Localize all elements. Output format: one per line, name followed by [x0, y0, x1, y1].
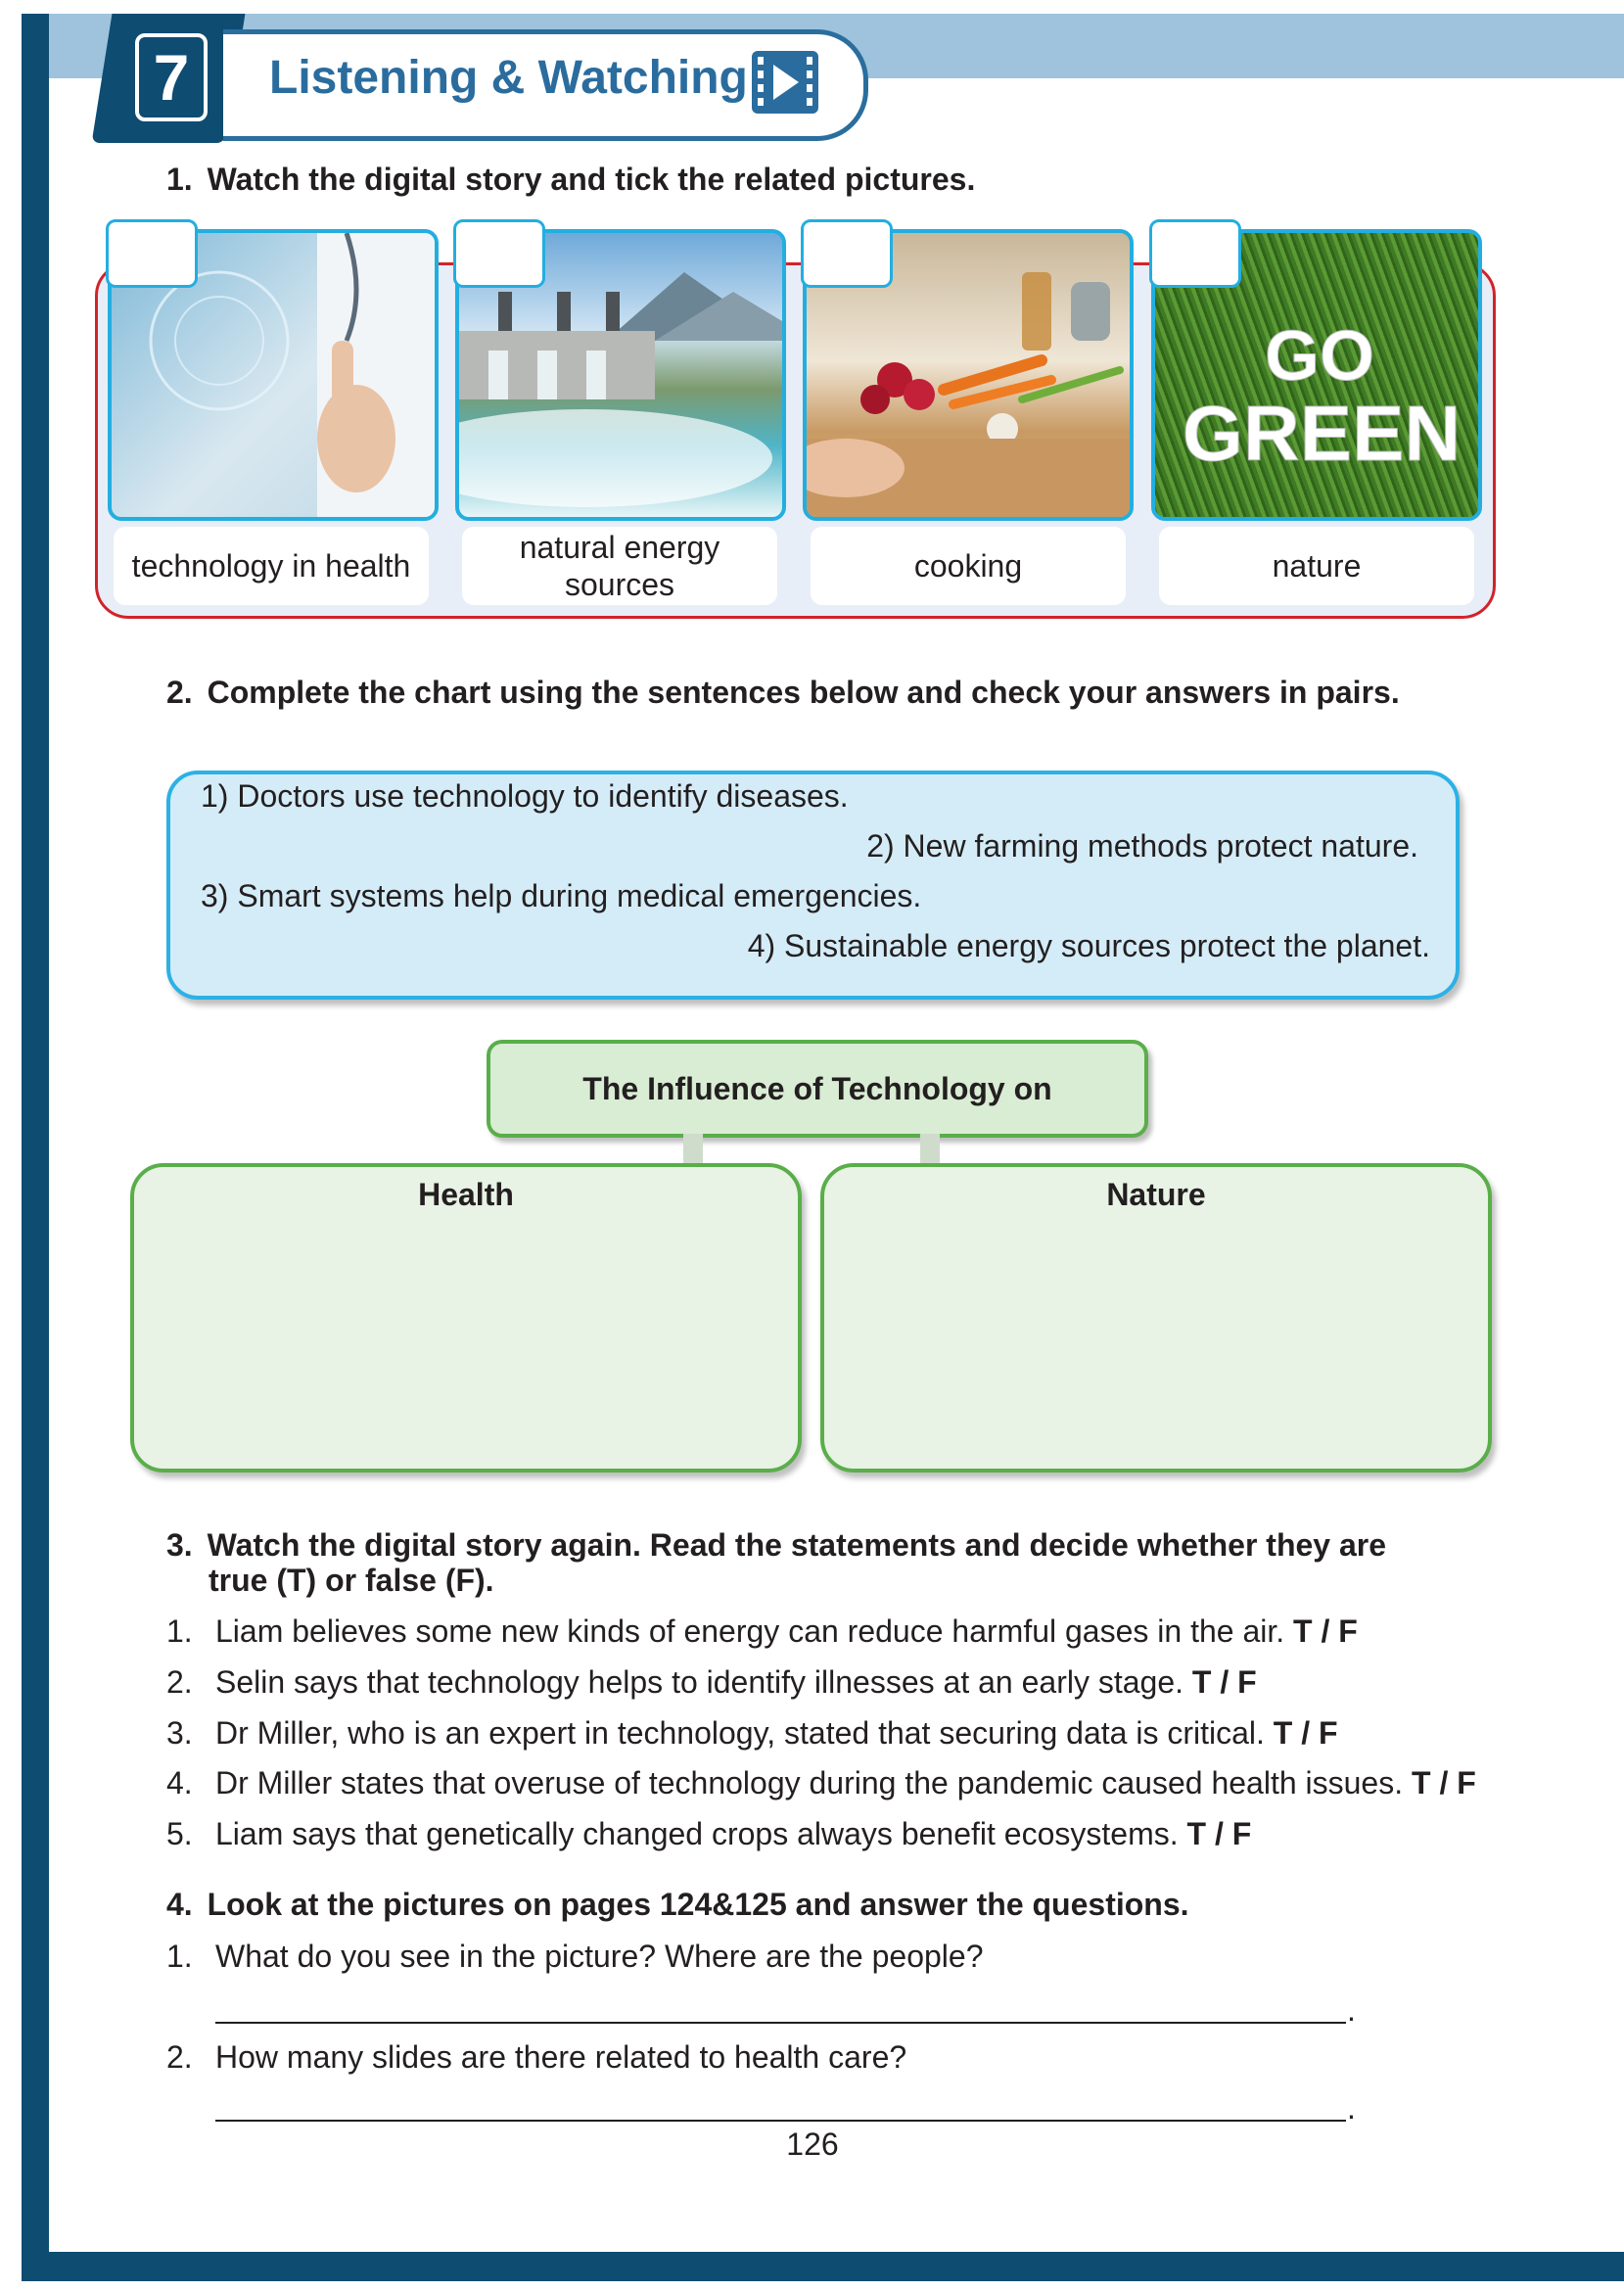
activity3-number: 3. [166, 1527, 193, 1563]
tf-choice[interactable]: T / F [1273, 1715, 1338, 1751]
statement-number: 1. [166, 1613, 193, 1649]
health-column-heading: Health [418, 1177, 514, 1212]
sentence-1: 1) Doctors use technology to identify diseases. [201, 778, 849, 814]
chart-connector-right [920, 1134, 940, 1165]
statement-3 [215, 1715, 1338, 1752]
activity2-instruction: Complete the chart using the sentences below and check your answers in pairs. [207, 675, 1400, 710]
activity2-heading [166, 675, 1400, 711]
question-number: 1. [166, 1939, 193, 1974]
statement-number: 2. [166, 1664, 193, 1700]
statement-number: 5. [166, 1816, 193, 1851]
sentence-3: 3) Smart systems help during medical emergencies. [201, 878, 922, 913]
statement-text: Selin says that technology helps to identify illnesses at an early stage. [215, 1664, 1184, 1700]
answer-line-1-end: . [1347, 1992, 1356, 2028]
caption-natural-energy-sources: natural energy sources [462, 527, 777, 605]
video-play-icon [750, 49, 820, 116]
tick-box-2[interactable] [453, 219, 545, 288]
statement-text: Dr Miller, who is an expert in technology, stated that securing data is critical. [215, 1715, 1265, 1751]
question-1: What do you see in the picture? Where are the people? [215, 1939, 984, 1974]
section-title: Listening & Watching [269, 52, 748, 104]
nature-column-heading: Nature [1106, 1177, 1206, 1212]
activity1-heading [166, 162, 975, 198]
activity4-heading [166, 1887, 1189, 1923]
go-green-text-2: GREEN [1182, 390, 1462, 477]
statement-number: 4. [166, 1765, 193, 1800]
sentence-2: 2) New farming methods protect nature. [866, 828, 1418, 864]
tf-choice[interactable]: T / F [1293, 1613, 1358, 1649]
question-2: How many slides are there related to health care? [215, 2039, 907, 2075]
tf-choice[interactable]: T / F [1412, 1765, 1476, 1800]
statement-2 [215, 1664, 1257, 1701]
answer-line-2-end: . [1347, 2090, 1356, 2126]
caption-cooking: cooking [811, 527, 1126, 605]
chart-connector-left [683, 1134, 703, 1165]
statement-number: 3. [166, 1715, 193, 1751]
activity4-number: 4. [166, 1887, 193, 1922]
statement-text: Liam believes some new kinds of energy can reduce harmful gases in the air. [215, 1613, 1285, 1649]
caption-technology-in-health: technology in health [114, 527, 429, 605]
activity1-instruction: Watch the digital story and tick the related pictures. [207, 162, 976, 197]
tick-box-1[interactable] [106, 219, 198, 288]
sentence-4: 4) Sustainable energy sources protect the planet. [747, 928, 1430, 963]
statement-5 [215, 1816, 1251, 1852]
statement-4 [215, 1765, 1476, 1801]
answer-line-1[interactable] [215, 2022, 1346, 2024]
statement-text: Dr Miller states that overuse of technology during the pandemic caused health issues. [215, 1765, 1404, 1800]
answer-line-2[interactable] [215, 2120, 1346, 2122]
activity1-number: 1. [166, 162, 193, 197]
bottom-page-bar [22, 2252, 1624, 2281]
go-green-text: GO [1264, 317, 1375, 396]
page-number: 126 [786, 2127, 839, 2162]
unit-number: 7 [135, 33, 208, 121]
tf-choice[interactable]: T / F [1186, 1816, 1252, 1851]
tick-box-4[interactable] [1149, 219, 1241, 288]
left-page-bar [22, 14, 49, 2281]
activity3-instruction-line1: Watch the digital story again. Read the statements and decide whether they are [207, 1527, 1387, 1563]
caption-nature: nature [1159, 527, 1474, 605]
activity4-instruction: Look at the pictures on pages 124&125 and answer the questions. [207, 1887, 1189, 1922]
activity2-number: 2. [166, 675, 193, 710]
statement-text: Liam says that genetically changed crops always benefit ecosystems. [215, 1816, 1179, 1851]
activity3-instruction-line2: true (T) or false (F). [209, 1563, 494, 1598]
question-number: 2. [166, 2039, 193, 2075]
activity3-heading [166, 1527, 1386, 1564]
statement-1 [215, 1613, 1358, 1650]
chart-title: The Influence of Technology on [487, 1040, 1148, 1138]
tick-box-3[interactable] [801, 219, 893, 288]
tf-choice[interactable]: T / F [1191, 1664, 1257, 1700]
